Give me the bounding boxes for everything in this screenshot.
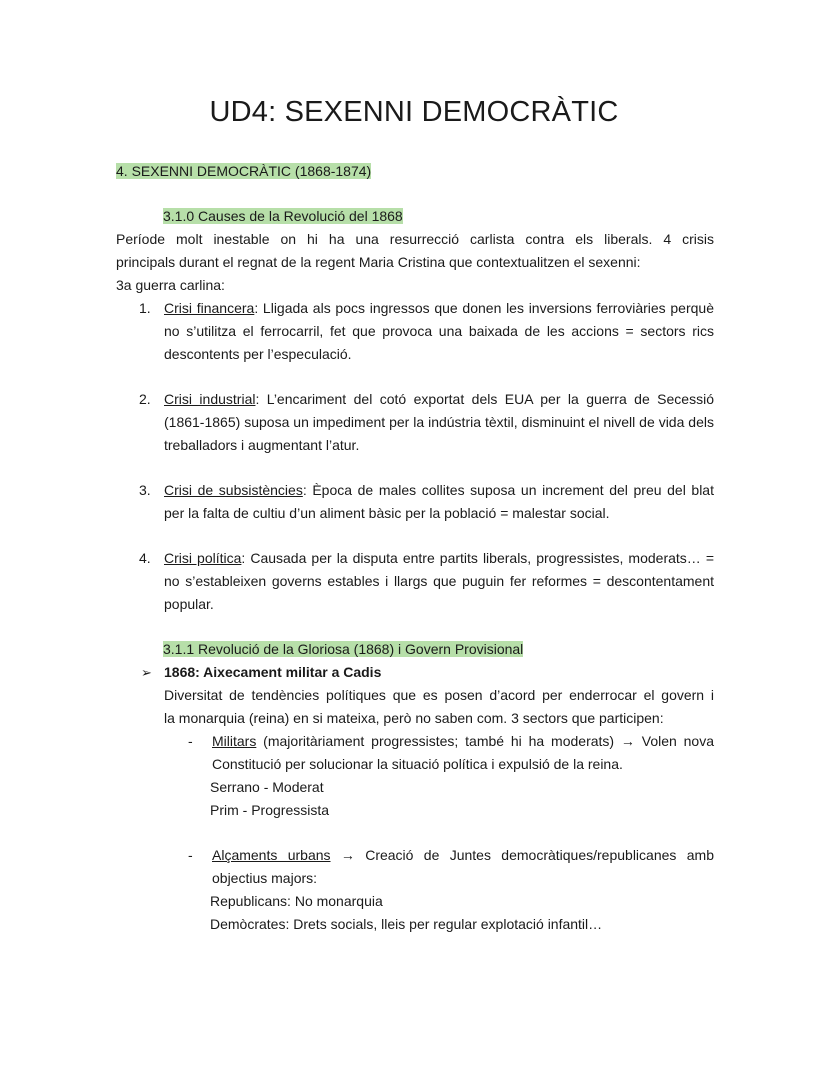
subsection-heading-gloriosa-text: 3.1.1 Revolució de la Gloriosa (1868) i Govern Provisional xyxy=(163,641,524,657)
crisis-list xyxy=(116,297,714,616)
gloriosa-para-line-1: Diversitat de tendències polítiques que es posen d’acord per enderrocar el govern i xyxy=(164,687,714,703)
crisis-description: : L’encariment del cotó exportat dels EUA per la guerra de Secessió (1861-1865) suposa un impediment per la indústria tèxtil, disminuint el nivell de vida dels treballadors i augmentant l’atur. xyxy=(164,391,714,453)
spacer xyxy=(116,366,714,388)
sector-term: Militars xyxy=(212,733,257,749)
gloriosa-para-line-2: la monarquia (reina) en si mateixa, però no saben com. 3 sectors que participen: xyxy=(164,710,664,726)
crisis-term: Crisi financera xyxy=(164,300,255,316)
section-heading xyxy=(116,160,714,183)
subsection-heading-causes-text: 3.1.0 Causes de la Revolució del 1868 xyxy=(163,208,403,224)
intro-line-1: Període molt inestable on hi ha una resurrecció carlista contra els liberals. 4 crisis xyxy=(116,231,714,247)
crisis-item-financial xyxy=(116,297,714,366)
sector-detail-line: Prim - Progressista xyxy=(210,802,330,818)
crisis-term: Crisi de subsistències xyxy=(164,482,303,498)
crisis-term: Crisi política xyxy=(164,550,242,566)
dash-bullet: - xyxy=(188,847,193,863)
crisis-description: : Causada per la disputa entre partits liberals, progressistes, moderats… = no s’estableixen governs estables i llargs que puguin fer reformes = descontentament popular. xyxy=(164,550,714,612)
intro-line-2: principals durant el regnat de la regent Maria Cristina que contextualitzen el sexenni: xyxy=(116,254,641,270)
crisis-item-industrial xyxy=(116,388,714,457)
sector-description: (majoritàriament progressistes; també hi ha moderats) → Volen nova Constitució per solucionar la situació política i expulsió de la reina. xyxy=(212,733,714,772)
sector-item-militars xyxy=(116,730,714,776)
arrow-bullet-icon: ➢ xyxy=(141,665,152,680)
crisis-term: Crisi industrial xyxy=(164,391,256,407)
bullet-title: 1868: Aixecament militar a Cadis xyxy=(164,664,382,680)
list-number: 3. xyxy=(139,482,151,498)
dash-bullet: - xyxy=(188,733,193,749)
crisis-description: : Lligada als pocs ingressos que donen les inversions ferroviàries perquè no s’utilitza el ferrocarril, fet que provoca una baixada de les accions = sectors rics descontents per l’especulació. xyxy=(164,300,714,362)
sector-detail-line: Demòcrates: Drets socials, lleis per regular explotació infantil… xyxy=(210,916,603,932)
subsection-heading-gloriosa xyxy=(116,638,714,661)
subsection-heading-causes xyxy=(116,205,714,228)
spacer xyxy=(116,525,714,547)
sector-term: Alçaments urbans xyxy=(212,847,331,863)
crisis-item-subsistence xyxy=(116,479,714,525)
intro-line-3: 3a guerra carlina: xyxy=(116,277,225,293)
section-heading-text: 4. SEXENNI DEMOCRÀTIC (1868-1874) xyxy=(116,163,372,179)
sector-item-alcaments xyxy=(116,844,714,890)
list-number: 1. xyxy=(139,300,151,316)
page-title: UD4: SEXENNI DEMOCRÀTIC xyxy=(209,96,619,128)
list-number: 4. xyxy=(139,550,151,566)
spacer xyxy=(116,822,714,844)
crisis-description: : Època de males collites suposa un increment del preu del blat per la falta de cultiu d’un aliment bàsic per la població = malestar social. xyxy=(164,482,714,521)
spacer xyxy=(116,183,714,205)
spacer xyxy=(116,616,714,638)
sector-detail-line: Serrano - Moderat xyxy=(210,779,324,795)
document-body xyxy=(116,160,714,936)
crisis-item-political xyxy=(116,547,714,616)
sector-description: → Creació de Juntes democràtiques/republicanes amb objectius majors: xyxy=(212,847,714,886)
arrow-bullet-item xyxy=(116,661,714,730)
list-number: 2. xyxy=(139,391,151,407)
spacer xyxy=(116,457,714,479)
sector-detail-line: Republicans: No monarquia xyxy=(210,893,383,909)
